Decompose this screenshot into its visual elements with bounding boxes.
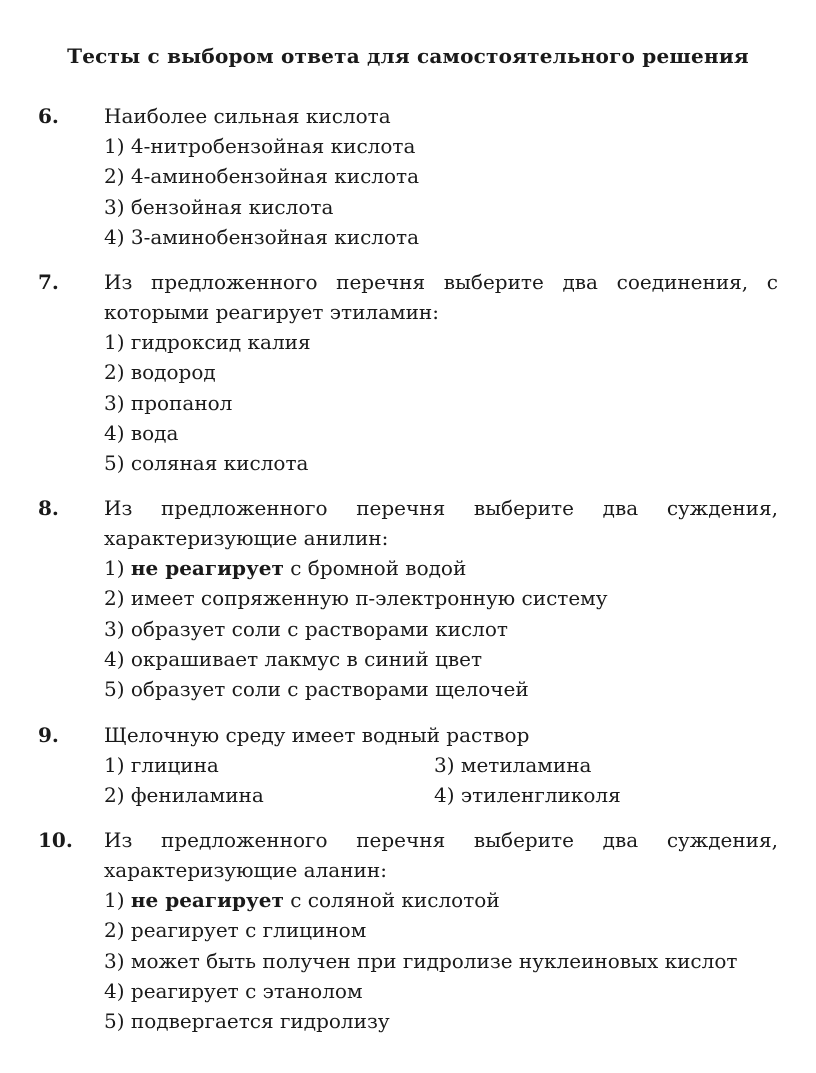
option-list [104, 553, 778, 704]
question-number: 9. [38, 723, 59, 747]
option-2: 2) реагирует с глицином [104, 918, 367, 943]
question-number: 7. [38, 270, 59, 294]
option-1: 1) гидроксид калия [104, 330, 311, 354]
option-5: 5) образует соли с растворами щелочей [104, 677, 529, 702]
option-grid [104, 750, 778, 810]
option-5: 5) подвергается гидролизу [104, 1009, 390, 1034]
option-list [104, 131, 778, 252]
option-1: 1) 4-нитробензойная кислота [104, 134, 416, 158]
option-4: 4) этиленгликоля [434, 783, 621, 807]
option-2: 2) водород [104, 360, 216, 385]
question-number: 10. [38, 828, 73, 852]
option-4: 4) 3-аминобензойная кислота [104, 224, 420, 249]
question-stem: Щелочную среду имеет водный раствор [104, 723, 530, 747]
question-stem: Из предложенного перечня выберите два соединения, с которыми реагирует этиламин: [104, 270, 778, 324]
question-stem: Из предложенного перечня выберите два суждения, характеризующие аланин: [104, 828, 778, 882]
question-7 [38, 267, 778, 478]
option-list [104, 885, 778, 1036]
option-1: 1) глицина [104, 753, 219, 777]
question-number: 6. [38, 104, 59, 128]
page-title: Тесты с выбором ответа для самостоятельного решения [67, 44, 749, 68]
option-rest: с соляной кислотой [283, 888, 500, 912]
question-stem: Наиболее сильная кислота [104, 104, 391, 128]
question-8 [38, 493, 778, 704]
question-6 [38, 101, 778, 252]
option-prefix: 1) [104, 556, 131, 580]
option-3: 3) может быть получен при гидролизе нуклеиновых кислот [104, 948, 738, 973]
option-emphasis: не реагирует [130, 888, 284, 912]
option-4: 4) реагирует с этанолом [104, 978, 363, 1003]
question-stem: Из предложенного перечня выберите два суждения, характеризующие анилин: [104, 496, 778, 550]
option-emphasis: не реагирует [130, 556, 284, 580]
question-9 [38, 720, 778, 810]
option-2: 2) фениламина [104, 783, 264, 807]
option-4: 4) вода [104, 420, 179, 445]
question-number: 8. [38, 496, 59, 520]
option-3: 3) бензойная кислота [104, 194, 334, 219]
option-2: 2) имеет сопряженную π-электронную систему [104, 586, 608, 611]
option-1 [104, 885, 778, 915]
option-prefix: 1) [104, 888, 131, 912]
option-3: 3) пропанол [104, 390, 233, 415]
option-rest: с бромной водой [283, 556, 467, 580]
option-5: 5) соляная кислота [104, 451, 309, 476]
option-2: 2) 4-аминобензойная кислота [104, 164, 420, 189]
option-3: 3) образует соли с растворами кислот [104, 616, 508, 641]
option-list [104, 327, 778, 478]
option-4: 4) окрашивает лакмус в синий цвет [104, 646, 483, 671]
option-3: 3) метиламина [434, 753, 592, 777]
option-1 [104, 553, 778, 583]
question-10 [38, 825, 778, 1036]
